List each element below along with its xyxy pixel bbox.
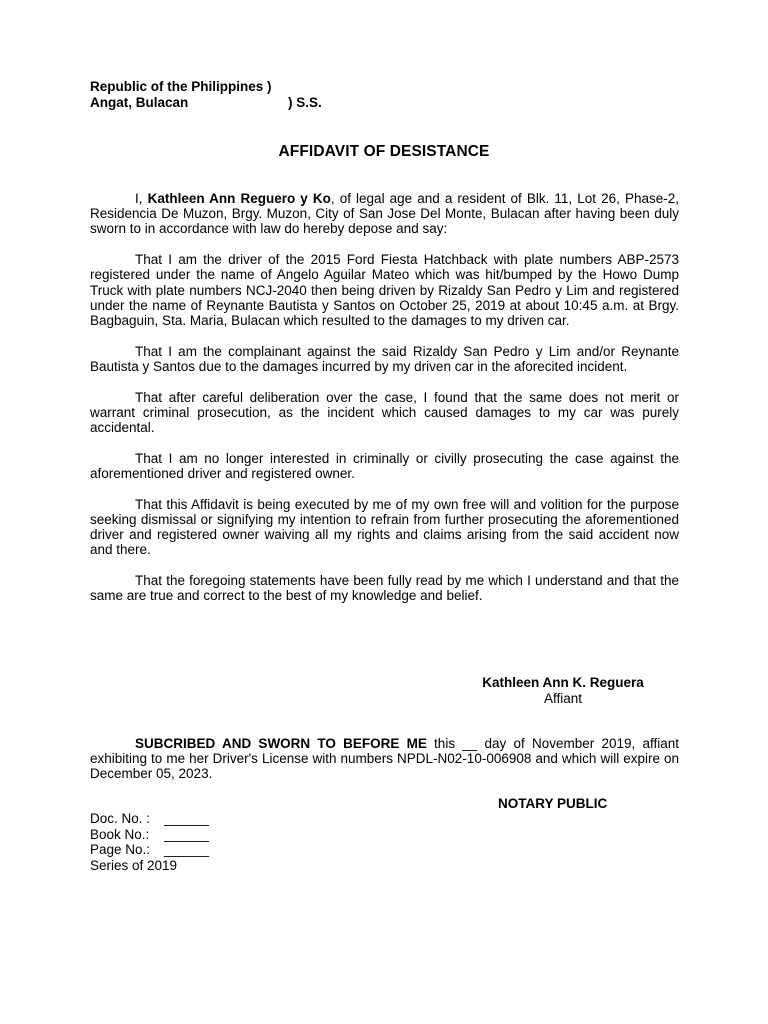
document-title: AFFIDAVIT OF DESISTANCE — [278, 143, 490, 160]
doc-entry — [90, 842, 209, 858]
venue-ss: ) S.S. — [288, 95, 322, 110]
affidavit-body — [90, 191, 679, 619]
notary-public-label: NOTARY PUBLIC — [498, 796, 608, 811]
doc-entry-label: Doc. No. : — [90, 811, 151, 826]
doc-entry — [90, 811, 209, 827]
intro-rest: , of legal age and a resident of Blk. 11, Lot 26, Phase-2, Residencia De Muzon, Brgy. Muzon, City of San Jose Del Monte, Bulacan after having been duly sworn to in accordance with law do hereby depose and say: — [90, 191, 679, 237]
doc-entry-label: Book No.: — [90, 826, 150, 842]
venue-municipality: Angat, Bulacan — [90, 95, 189, 110]
doc-entry-label: Page No.: — [90, 842, 151, 857]
statement-paragraph: That this Affidavit is being executed by me of my own free will and volition for the purpose seeking dismissal or signifying my intention to refrain from further prosecuting the aforementioned driver and registered owner waiving all my rights and claims arising from the said accident now and there. — [90, 496, 679, 558]
series-label: Series of 2019 — [90, 857, 178, 873]
doc-entry-value: ______ — [164, 826, 210, 842]
doc-entry-value: ______ — [164, 811, 210, 826]
statement-paragraph: That I am the driver of the 2015 Ford Fiesta Hatchback with plate numbers ABP-2573 registered under the name of Angelo Aguilar Mateo which was hit/bumped by the Howo Dump Truck with plate numbers NCJ-2040 then being driven by Rizaldy San Pedro y Lim and registered under the name of Reynante Bautista y Santos on October 25, 2019 at about 10:45 a.m. at Brgy. Bagbaguin, Sta. Maria, Bulacan which resulted to the damages to my driven car. — [90, 252, 679, 328]
statement-paragraph: That I am no longer interested in criminally or civilly prosecuting the case against the aforementioned driver and registered owner. — [90, 450, 679, 481]
affiant-role: Affiant — [543, 690, 583, 706]
jurat-paragraph — [90, 736, 679, 782]
statement-paragraph: That the foregoing statements have been fully read by me which I understand and that the same are true and correct to the best of my knowledge and belief. — [90, 572, 679, 604]
doc-entry-value: ______ — [164, 842, 210, 857]
intro-paragraph — [90, 191, 679, 237]
statement-paragraph: That after careful deliberation over the case, I found that the same does not merit or warrant criminal prosecution, as the incident which caused damages to my car was purely accidental. — [90, 389, 679, 435]
signature-block — [472, 675, 654, 706]
doc-entry — [90, 827, 209, 843]
notarial-register-block — [90, 811, 209, 873]
statement-paragraph: That I am the complainant against the said Rizaldy San Pedro y Lim and/or Reynante Bautista y Santos due to the damages incurred by my driven car in the aforecited incident. — [90, 343, 679, 374]
venue-line-municipality — [90, 95, 322, 111]
venue-country: Republic of the Philippines ) — [90, 79, 272, 94]
affiant-signature-name: Kathleen Ann K. Reguera — [482, 675, 644, 690]
jurat-text: this __ day of November 2019, affiant exhibiting to me her Driver's License with numbers NPDL-N02-10-006908 and which will expire on December 05, 2023. — [90, 736, 679, 782]
jurat-heading: SUBCRIBED AND SWORN TO BEFORE ME — [135, 736, 427, 751]
affiant-name: Kathleen Ann Reguero y Ko — [147, 191, 331, 206]
venue-block — [90, 79, 322, 111]
intro-prefix: I, — [135, 191, 148, 206]
venue-line-country — [90, 79, 322, 95]
